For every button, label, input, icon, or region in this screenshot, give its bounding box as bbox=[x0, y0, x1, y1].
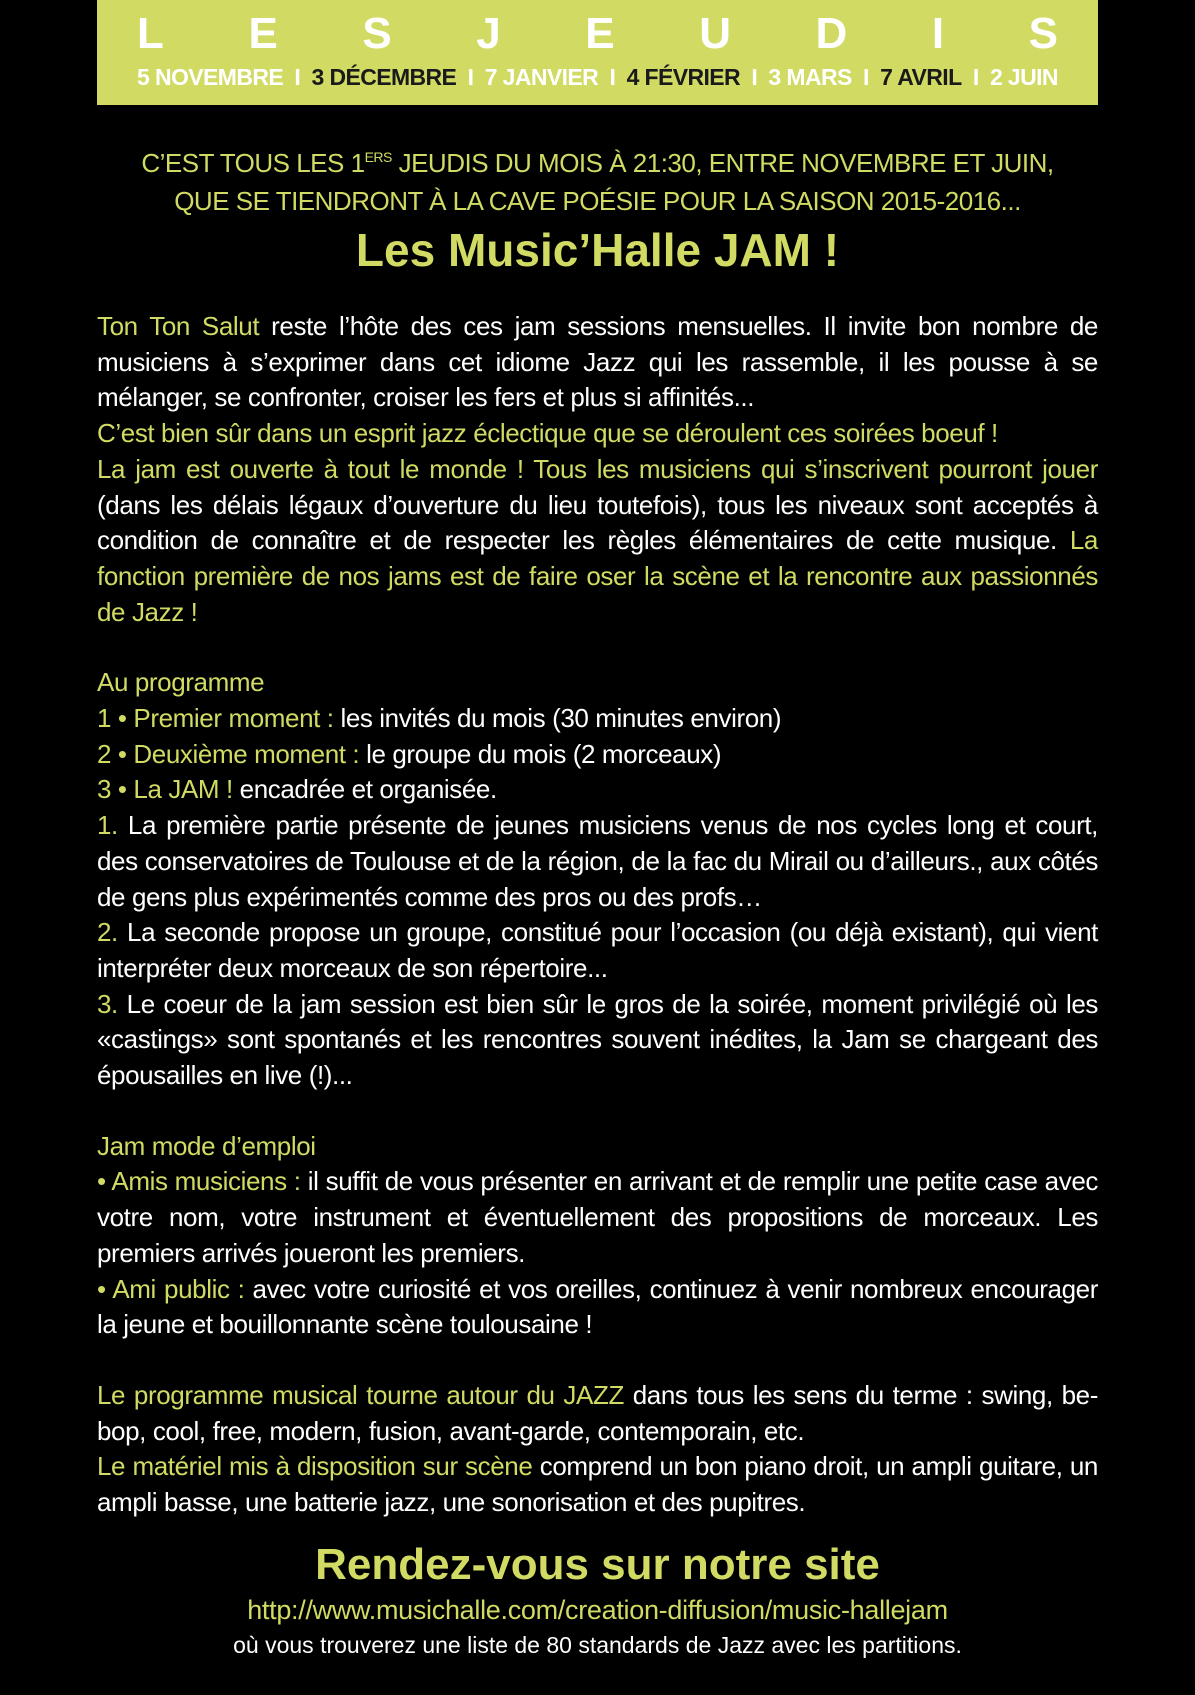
mode-item-label: • Ami public : bbox=[97, 1273, 245, 1304]
open-jam-highlight-2: La fonction première de nos jams est de faire oser la scène et la rencontre aux passionnés de Jazz ! bbox=[97, 525, 1098, 627]
program-item-text: encadrée et organisée. bbox=[232, 774, 497, 805]
date-separator: I bbox=[972, 64, 979, 90]
equipment-highlight: Le matériel mis à disposition sur scène bbox=[97, 1451, 533, 1482]
title-letter: E bbox=[248, 9, 278, 58]
host-description: reste l’hôte des ces jam sessions mensuelles. Il invite bon nombre de musiciens à s’exprimer dans cet idiome Jazz qui les rassemble, il les pousse à se mélanger, se confronter, croiser les fers et plus si affinités... bbox=[97, 311, 1098, 413]
program-detail bbox=[97, 808, 1098, 915]
date-separator: I bbox=[863, 64, 869, 90]
program-musical-text: dans tous les sens du terme : swing, be- bop, cool, free, modern, fusion, avant-garde, contemporain, etc. bbox=[97, 1379, 1099, 1446]
title-letter: D bbox=[815, 9, 848, 58]
paragraph-open-jam bbox=[97, 452, 1098, 631]
date-separator: I bbox=[751, 64, 758, 90]
program-item-label: 3 • La JAM ! bbox=[97, 774, 233, 805]
date-item: 4 FÉVRIER bbox=[626, 64, 741, 90]
detail-number: 3. bbox=[97, 988, 118, 1019]
date-item: 7 AVRIL bbox=[880, 64, 962, 90]
program-item-label: 2 • Deuxième moment : bbox=[97, 738, 360, 769]
open-jam-text: (dans les délais légaux d’ouverture du lieu toutefois), tous les niveaux sont acceptés à condition de connaître et de respecter les règles élémentaires de cette musique. bbox=[97, 489, 1098, 556]
spacer bbox=[97, 1094, 1098, 1129]
title-letter: S bbox=[362, 9, 392, 58]
detail-text: La seconde propose un groupe, constitué pour l’occasion (ou déjà existant), qui vient interpréter deux morceaux de son répertoire... bbox=[97, 917, 1098, 983]
title-letter: L bbox=[137, 9, 164, 58]
program-detail bbox=[97, 987, 1098, 1094]
title-letter: U bbox=[699, 9, 731, 58]
headline: Les Music’Halle JAM ! bbox=[355, 224, 840, 276]
intro-line-1 bbox=[97, 138, 1098, 182]
program-detail bbox=[97, 915, 1098, 986]
header-dates bbox=[137, 62, 1058, 92]
program-item-text: les invités du mois (30 minutes environ) bbox=[333, 703, 782, 734]
spacer bbox=[97, 630, 1098, 665]
detail-text: Le coeur de la jam session est bien sûr le gros de la soirée, moment privilégié où les «castings» sont spontanés et les rencontres souvent inédites, la Jam se chargeant des épousailles en live (!)... bbox=[97, 988, 1098, 1091]
program-item-text: le groupe du mois (2 morceaux) bbox=[359, 738, 722, 769]
date-item: 5 NOVEMBRE bbox=[137, 64, 284, 90]
date-item: 2 JUIN bbox=[989, 64, 1058, 90]
intro-superscript: ERS bbox=[364, 149, 392, 165]
cta-heading: Rendez-vous sur notre site bbox=[315, 1540, 880, 1589]
intro-text bbox=[97, 138, 1098, 220]
program-item bbox=[97, 737, 1098, 773]
paragraph-host bbox=[97, 309, 1098, 416]
spacer bbox=[97, 1343, 1098, 1378]
program-musical-highlight: Le programme musical tourne autour du JAZZ bbox=[97, 1379, 624, 1410]
footer-note: où vous trouverez une liste de 80 standards de Jazz avec les partitions. bbox=[233, 1632, 962, 1658]
intro-line-1-end: JEUDIS DU MOIS À 21:30, ENTRE NOVEMBRE ET JUIN, bbox=[391, 148, 1054, 178]
date-item: 3 MARS bbox=[768, 64, 852, 90]
intro-line-2: QUE SE TIENDRONT À LA CAVE POÉSIE POUR LA SAISON 2015-2016... bbox=[174, 186, 1021, 216]
website-link[interactable]: http://www.musichalle.com/creation-diffusion/music-hallejam bbox=[247, 1595, 948, 1625]
detail-text: La première partie présente de jeunes musiciens venus de nos cycles long et court, des conservatoires de Toulouse et de la région, de la fac du Mirail ou d’ailleurs., aux côtés de gens plus expérimentés comme des pros ou des profs… bbox=[97, 810, 1098, 912]
body-text bbox=[97, 309, 1098, 1521]
open-jam-highlight: La jam est ouverte à tout le monde ! Tous les musiciens qui s’inscrivent pourront jouer bbox=[97, 453, 1098, 484]
detail-number: 2. bbox=[97, 917, 118, 948]
program-item bbox=[97, 701, 1098, 737]
intro-line-1-start: C’EST TOUS LES 1 bbox=[141, 148, 365, 178]
header-title bbox=[137, 10, 1058, 58]
host-name: Ton Ton Salut bbox=[97, 311, 260, 341]
title-letter: S bbox=[1028, 9, 1058, 58]
title-letter: I bbox=[931, 9, 945, 58]
paragraph-spirit: C’est bien sûr dans un esprit jazz éclectique que se déroulent ces soirées boeuf ! bbox=[97, 418, 998, 449]
equipment-text: comprend un bon piano droit, un ampli guitare, un ampli basse, une batterie jazz, une sonorisation et des pupitres. bbox=[97, 1451, 1098, 1518]
header-band bbox=[97, 0, 1098, 105]
paragraph-program-musical bbox=[97, 1378, 1098, 1449]
date-item: 3 DÉCEMBRE bbox=[311, 64, 457, 90]
mode-item bbox=[97, 1164, 1098, 1271]
title-letter: E bbox=[585, 9, 615, 58]
mode-item-label: • Amis musiciens : bbox=[97, 1166, 301, 1197]
program-item-label: 1 • Premier moment : bbox=[97, 703, 334, 734]
mode-item-text: avec votre curiosité et vos oreilles, continuez à venir nombreux encourager la jeune et bouillonnante scène toulousaine ! bbox=[97, 1273, 1098, 1340]
title-letter: J bbox=[476, 9, 501, 58]
mode-heading: Jam mode d’emploi bbox=[97, 1130, 316, 1161]
program-heading: Au programme bbox=[97, 667, 265, 698]
date-item: 7 JANVIER bbox=[484, 64, 599, 90]
paragraph-equipment bbox=[97, 1449, 1098, 1520]
date-separator: I bbox=[294, 64, 301, 90]
detail-number: 1. bbox=[97, 810, 118, 841]
mode-item-text: il suffit de vous présenter en arrivant et de remplir une petite case avec votre nom, votre instrument et éventuellement des propositions de morceaux. Les premiers arrivés joueront les premiers. bbox=[97, 1166, 1098, 1268]
date-separator: I bbox=[609, 64, 616, 90]
date-separator: I bbox=[467, 64, 474, 90]
mode-item bbox=[97, 1272, 1098, 1343]
program-item bbox=[97, 772, 1098, 808]
